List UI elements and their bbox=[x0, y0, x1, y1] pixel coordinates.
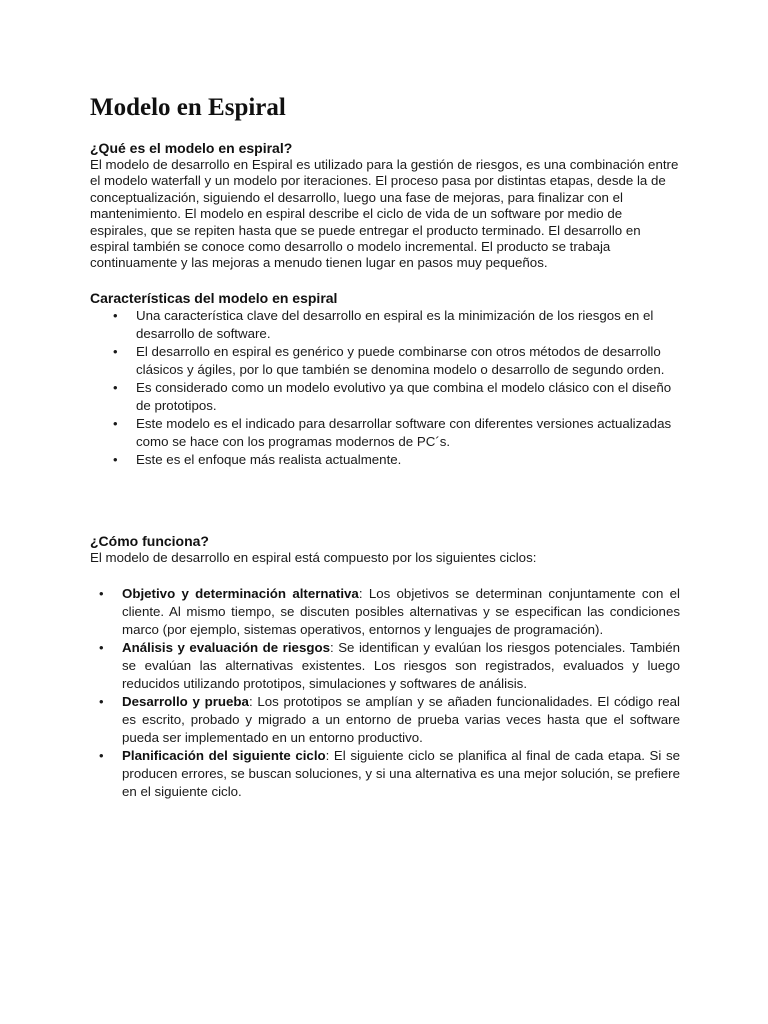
bullet-icon: • bbox=[113, 380, 118, 395]
cycle-term: Objetivo y determinación alternativa bbox=[122, 586, 359, 602]
list-item bbox=[90, 343, 680, 379]
bullet-icon: • bbox=[99, 694, 104, 710]
section-heading-what-is: ¿Qué es el modelo en espiral? bbox=[90, 140, 293, 156]
cycle-term: Planificación del siguiente ciclo bbox=[122, 748, 326, 764]
bullet-icon: • bbox=[113, 452, 118, 467]
cycle-text: : Se identifican y evalúan los riesgos potenciales. También se evalúan las alternativas existentes. Los riesgos son registrados, evaluados y luego reducidos utilizando prototipos, simulaciones y softwares de análisis. bbox=[122, 640, 680, 692]
section-how-it-works bbox=[90, 533, 680, 801]
section-heading-characteristics: Características del modelo en espiral bbox=[90, 290, 338, 306]
cycle-item bbox=[90, 585, 680, 639]
cycle-term: Desarrollo y prueba bbox=[122, 694, 249, 710]
characteristics-list bbox=[90, 307, 680, 469]
section-heading-how-it-works: ¿Cómo funciona? bbox=[90, 533, 209, 549]
cycle-item bbox=[90, 747, 680, 801]
list-item-text: Este modelo es el indicado para desarrollar software con diferentes versiones actualizadas como se hace con los programas modernos de PC´s. bbox=[136, 416, 672, 449]
bullet-icon: • bbox=[99, 586, 104, 602]
section-intro-how-it-works: El modelo de desarrollo en espiral está compuesto por los siguientes ciclos: bbox=[90, 550, 537, 565]
cycle-item bbox=[90, 693, 680, 747]
cycle-term: Análisis y evaluación de riesgos bbox=[122, 640, 330, 656]
list-item-text: Este es el enfoque más realista actualmente. bbox=[136, 452, 402, 467]
section-what-is bbox=[90, 140, 680, 272]
bullet-icon: • bbox=[113, 308, 118, 323]
list-item-text: Es considerado como un modelo evolutivo ya que combina el modelo clásico con el diseño de prototipos. bbox=[136, 380, 672, 413]
cycles-list bbox=[90, 585, 680, 801]
cycle-item bbox=[90, 639, 680, 693]
section-characteristics bbox=[90, 290, 680, 469]
list-item bbox=[90, 307, 680, 343]
list-item-text: Una característica clave del desarrollo en espiral es la minimización de los riesgos en el desarrollo de software. bbox=[136, 308, 654, 341]
cycle-text: : Los objetivos se determinan conjuntamente con el cliente. Al mismo tiempo, se discuten posibles alternativas y se especifican las condiciones marco (por ejemplo, sistemas operativos, entornos y lenguajes de programación). bbox=[122, 586, 681, 638]
cycle-text: : Los prototipos se amplían y se añaden funcionalidades. El código real es escrito, probado y migrado a un entorno de prueba varias veces hasta que el software pueda ser implementado en un entorno productivo. bbox=[122, 694, 681, 746]
list-item bbox=[90, 379, 680, 415]
list-item bbox=[90, 415, 680, 451]
list-item-text: El desarrollo en espiral es genérico y puede combinarse con otros métodos de desarrollo clásicos y ágiles, por lo que también se denomina modelo o desarrollo de segundo orden. bbox=[136, 344, 665, 377]
bullet-icon: • bbox=[99, 640, 104, 656]
bullet-icon: • bbox=[113, 344, 118, 359]
bullet-icon: • bbox=[99, 748, 104, 764]
document-title: Modelo en Espiral bbox=[90, 94, 286, 121]
list-item bbox=[90, 451, 680, 469]
bullet-icon: • bbox=[113, 416, 118, 431]
section-body-what-is: El modelo de desarrollo en Espiral es utilizado para la gestión de riesgos, es una combinación entre el modelo waterfall y un modelo por iteraciones. El proceso pasa por distintas etapas, desde la de conceptualización, siguiendo el desarrollo, luego una fase de mejoras, para finalizar con el mantenimiento. El modelo en espiral describe el ciclo de vida de un software por medio de espirales, que se repiten hasta que se puede entregar el producto terminado. El desarrollo en espiral también se conoce como desarrollo o modelo incremental. El producto se trabaja continuamente y las mejoras a menudo tienen lugar en pasos muy pequeños. bbox=[90, 157, 679, 271]
cycle-text: : El siguiente ciclo se planifica al final de cada etapa. Si se producen errores, se buscan soluciones, y si una alternativa es una mejor solución, se prefiere en el siguiente ciclo. bbox=[122, 748, 680, 800]
